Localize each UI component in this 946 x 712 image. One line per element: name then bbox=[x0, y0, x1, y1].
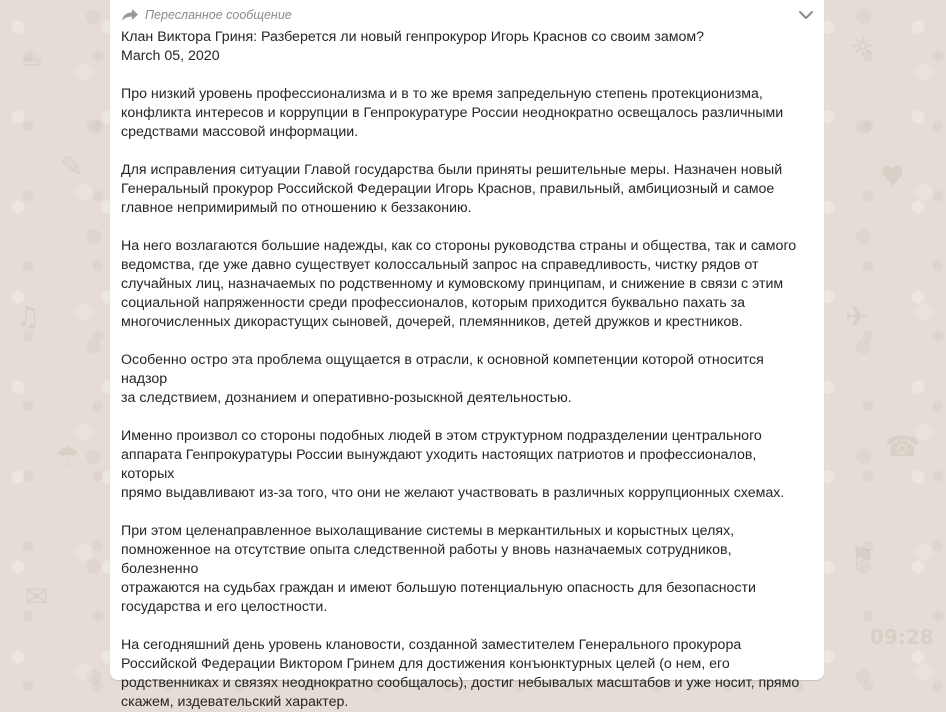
forwarded-label: Пересланное сообщение bbox=[145, 8, 292, 22]
wallpaper-doodle-icon: ✈ bbox=[845, 300, 869, 333]
wallpaper-clock-doodle: 09:28 bbox=[870, 625, 934, 649]
wallpaper-doodle-icon: ♫ bbox=[15, 300, 41, 333]
wallpaper-doodle-icon: ☕ bbox=[20, 40, 46, 73]
wallpaper-doodle-icon: ☎ bbox=[885, 430, 920, 463]
message-paragraph: Для исправления ситуации Главой государства были приняты решительные меры. Назначен новый Генеральный прокурор Российской Федерации Игорь Краснов, правильный, амбициозный и самое главное непримиримый по отношению к беззаконию. bbox=[121, 162, 783, 216]
forwarded-header bbox=[121, 6, 810, 24]
message-paragraph: Именно произвол со стороны подобных людей в этом структурном подразделении центрального аппарата Генпрокуратуры России вынуждают уходить настоящих патриотов и профессионалов, которых прямо выдавливают из-за того, что они не желают участвовать в различных коррупционных схемах. bbox=[121, 428, 785, 501]
forward-arrow-icon bbox=[121, 8, 139, 22]
message-title: Клан Виктора Гриня: Разберется ли новый генпрокурор Игорь Краснов со своим замом? bbox=[121, 29, 705, 45]
chevron-down-icon[interactable] bbox=[798, 8, 814, 20]
wallpaper-doodle-icon: ✎ bbox=[60, 150, 84, 183]
message-paragraph: Особенно остро эта проблема ощущается в отрасли, к основной компетенции которой относится надзор за следствием, дознанием и оперативно-розыскной деятельностью. bbox=[121, 352, 764, 406]
wallpaper-doodle-icon: ✉ bbox=[25, 580, 49, 613]
wallpaper-doodle-icon: ☂ bbox=[55, 440, 81, 473]
message-date: March 05, 2020 bbox=[121, 48, 220, 64]
message-paragraph: На сегодняшний день уровень клановости, созданной заместителем Генерального прокурора Российской Федерации Виктором Гринем для достижения конъюнктурных целей (о нем, его родственниках и связях неоднократно сообщалось), достиг небывалых масштабов и уже носит, прямо скажем, издевательский характер. bbox=[121, 637, 800, 710]
message-paragraph: Про низкий уровень профессионализма и в то же время запредельную степень протекционизма, конфликта интересов и коррупции в Генпрокуратуре России неоднократно освещалось различными средствами массовой информации. bbox=[121, 86, 784, 140]
forwarded-message-bubble[interactable] bbox=[110, 0, 824, 710]
wallpaper-doodle-icon: ♥ bbox=[880, 160, 906, 193]
wallpaper-doodle-icon: ☼ bbox=[850, 30, 876, 63]
wallpaper-doodle-icon: ⚑ bbox=[850, 540, 876, 573]
message-paragraph: При этом целенаправленное выхолащивание системы в меркантильных и корыстных целях, помноженное на отсутствие опыта следственной работы у вновь назначаемых сотрудников, болезненно отражаются на судьбах граждан и имеют большую потенциальную опасность для безопасности государства и его целостности. bbox=[121, 523, 756, 615]
message-paragraph: На него возлагаются большие надежды, как со стороны руководства страны и общества, так и самого ведомства, где уже давно существует колоссальный запрос на справедливость, чистку рядов от случайных лиц, назначаемых по родственному и кумовскому принципам, и снижение в связи с этим социальной напряженности среди профессионалов, которым приходится буквально пахать за многочисленных дикорастущих сыновей, дочерей, племянников, детей дружков и крестников. bbox=[121, 238, 797, 330]
